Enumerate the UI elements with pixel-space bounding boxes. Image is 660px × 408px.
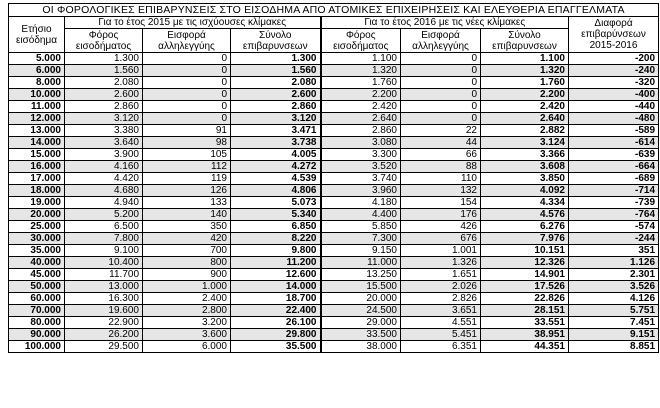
cell-tot16: 3.608 bbox=[481, 161, 569, 173]
cell-sol16: 1.651 bbox=[401, 269, 481, 281]
cell-tot15: 14.000 bbox=[231, 281, 321, 293]
cell-tot16: 2.640 bbox=[481, 113, 569, 125]
cell-income: 30.000 bbox=[9, 233, 65, 245]
tax-2016-header-line2: εισοδήματος bbox=[333, 40, 389, 52]
cell-tot15: 6.850 bbox=[231, 221, 321, 233]
table-row bbox=[9, 317, 659, 329]
cell-sol15: 1.000 bbox=[143, 281, 231, 293]
cell-tot16: 4.092 bbox=[481, 185, 569, 197]
cell-diff: 351 bbox=[569, 245, 659, 257]
table-row bbox=[9, 101, 659, 113]
cell-diff: -440 bbox=[569, 101, 659, 113]
table-row bbox=[9, 77, 659, 89]
table-row bbox=[9, 221, 659, 233]
table-row bbox=[9, 209, 659, 221]
table-row bbox=[9, 305, 659, 317]
cell-tot16: 2.882 bbox=[481, 125, 569, 137]
cell-diff: 8.851 bbox=[569, 341, 659, 353]
cell-tot16: 2.200 bbox=[481, 89, 569, 101]
cell-tax15: 19.600 bbox=[65, 305, 143, 317]
cell-tax16: 2.420 bbox=[321, 101, 401, 113]
cell-tot16: 4.576 bbox=[481, 209, 569, 221]
cell-tot16: 3.366 bbox=[481, 149, 569, 161]
cell-income: 17.000 bbox=[9, 173, 65, 185]
solidarity-2016-header-line1: Εισφορά bbox=[421, 29, 460, 41]
cell-tot15: 3.120 bbox=[231, 113, 321, 125]
cell-income: 60.000 bbox=[9, 293, 65, 305]
cell-income: 15.000 bbox=[9, 149, 65, 161]
cell-sol15: 6.000 bbox=[143, 341, 231, 353]
cell-tot16: 3.124 bbox=[481, 137, 569, 149]
table-row bbox=[9, 329, 659, 341]
cell-sol15: 140 bbox=[143, 209, 231, 221]
table-row bbox=[9, 173, 659, 185]
cell-tax15: 22.900 bbox=[65, 317, 143, 329]
cell-tot16: 38.951 bbox=[481, 329, 569, 341]
cell-diff: -639 bbox=[569, 149, 659, 161]
total-2016-header bbox=[481, 29, 569, 53]
solidarity-2015-header-line1: Εισφορά bbox=[167, 29, 206, 41]
cell-diff: -400 bbox=[569, 89, 659, 101]
table-row bbox=[9, 53, 659, 65]
cell-tot15: 5.340 bbox=[231, 209, 321, 221]
cell-tot15: 4.005 bbox=[231, 149, 321, 161]
cell-tax16: 38.000 bbox=[321, 341, 401, 353]
cell-tot15: 2.080 bbox=[231, 77, 321, 89]
cell-tax16: 4.180 bbox=[321, 197, 401, 209]
cell-tax15: 9.100 bbox=[65, 245, 143, 257]
cell-tax16: 7.300 bbox=[321, 233, 401, 245]
cell-sol16: 6.351 bbox=[401, 341, 481, 353]
cell-income: 25.000 bbox=[9, 221, 65, 233]
cell-diff: -614 bbox=[569, 137, 659, 149]
cell-sol16: 154 bbox=[401, 197, 481, 209]
cell-tot16: 3.850 bbox=[481, 173, 569, 185]
cell-sol16: 676 bbox=[401, 233, 481, 245]
cell-tax16: 2.860 bbox=[321, 125, 401, 137]
cell-diff: -200 bbox=[569, 53, 659, 65]
cell-tax15: 29.500 bbox=[65, 341, 143, 353]
cell-sol15: 112 bbox=[143, 161, 231, 173]
cell-income: 12.000 bbox=[9, 113, 65, 125]
cell-tax16: 3.520 bbox=[321, 161, 401, 173]
cell-sol15: 420 bbox=[143, 233, 231, 245]
cell-sol16: 1.001 bbox=[401, 245, 481, 257]
total-2015-header-line1: Σύνολο bbox=[259, 29, 292, 41]
tax-table bbox=[8, 3, 659, 353]
table-row bbox=[9, 293, 659, 305]
cell-tot16: 1.320 bbox=[481, 65, 569, 77]
diff-header-line1: Διαφορά bbox=[594, 18, 633, 29]
cell-sol16: 5.451 bbox=[401, 329, 481, 341]
cell-sol16: 176 bbox=[401, 209, 481, 221]
cell-tax15: 4.680 bbox=[65, 185, 143, 197]
cell-diff: -320 bbox=[569, 77, 659, 89]
cell-diff: -240 bbox=[569, 65, 659, 77]
cell-tot15: 1.300 bbox=[231, 53, 321, 65]
cell-income: 14.000 bbox=[9, 137, 65, 149]
cell-income: 16.000 bbox=[9, 161, 65, 173]
cell-diff: -714 bbox=[569, 185, 659, 197]
cell-sol16: 0 bbox=[401, 113, 481, 125]
cell-tot15: 2.860 bbox=[231, 101, 321, 113]
cell-diff: -739 bbox=[569, 197, 659, 209]
total-2016-header-line1: Σύνολο bbox=[508, 29, 541, 41]
cell-tot16: 4.334 bbox=[481, 197, 569, 209]
cell-tax15: 4.940 bbox=[65, 197, 143, 209]
cell-tax15: 2.860 bbox=[65, 101, 143, 113]
cell-tax16: 2.640 bbox=[321, 113, 401, 125]
cell-tax16: 15.500 bbox=[321, 281, 401, 293]
cell-sol16: 426 bbox=[401, 221, 481, 233]
cell-sol16: 0 bbox=[401, 53, 481, 65]
cell-diff: -574 bbox=[569, 221, 659, 233]
table-row bbox=[9, 245, 659, 257]
table-row bbox=[9, 281, 659, 293]
cell-tax15: 2.080 bbox=[65, 77, 143, 89]
table-body bbox=[9, 53, 659, 353]
cell-diff: 4.126 bbox=[569, 293, 659, 305]
cell-income: 19.000 bbox=[9, 197, 65, 209]
table-row bbox=[9, 125, 659, 137]
cell-tax16: 20.000 bbox=[321, 293, 401, 305]
table-row bbox=[9, 137, 659, 149]
table-row bbox=[9, 341, 659, 353]
cell-diff: 7.451 bbox=[569, 317, 659, 329]
cell-sol16: 1.326 bbox=[401, 257, 481, 269]
cell-income: 90.000 bbox=[9, 329, 65, 341]
cell-tax15: 2.600 bbox=[65, 89, 143, 101]
cell-tot15: 5.073 bbox=[231, 197, 321, 209]
cell-income: 20.000 bbox=[9, 209, 65, 221]
cell-tot15: 11.200 bbox=[231, 257, 321, 269]
cell-sol16: 4.551 bbox=[401, 317, 481, 329]
cell-tot16: 12.326 bbox=[481, 257, 569, 269]
cell-tax16: 24.500 bbox=[321, 305, 401, 317]
cell-tot15: 1.560 bbox=[231, 65, 321, 77]
cell-tax16: 5.850 bbox=[321, 221, 401, 233]
tax-2015-header bbox=[65, 29, 143, 53]
cell-tot15: 3.738 bbox=[231, 137, 321, 149]
cell-tot15: 35.500 bbox=[231, 341, 321, 353]
income-header-line2: εισόδημα bbox=[15, 34, 58, 46]
cell-sol16: 2.026 bbox=[401, 281, 481, 293]
cell-tax15: 3.640 bbox=[65, 137, 143, 149]
cell-sol16: 0 bbox=[401, 101, 481, 113]
cell-tax15: 13.000 bbox=[65, 281, 143, 293]
cell-tax16: 1.100 bbox=[321, 53, 401, 65]
cell-tot15: 3.471 bbox=[231, 125, 321, 137]
cell-tot15: 4.806 bbox=[231, 185, 321, 197]
cell-income: 13.000 bbox=[9, 125, 65, 137]
cell-tax16: 33.500 bbox=[321, 329, 401, 341]
cell-sol15: 126 bbox=[143, 185, 231, 197]
cell-diff: -764 bbox=[569, 209, 659, 221]
cell-sol16: 44 bbox=[401, 137, 481, 149]
cell-tot16: 1.100 bbox=[481, 53, 569, 65]
table-row bbox=[9, 269, 659, 281]
table-row bbox=[9, 149, 659, 161]
income-header-line1: Ετήσιο bbox=[21, 23, 52, 35]
total-2016-header-line2: επιβαρυνσεων bbox=[492, 40, 557, 52]
cell-income: 6.000 bbox=[9, 65, 65, 77]
cell-tax15: 16.300 bbox=[65, 293, 143, 305]
cell-income: 11.000 bbox=[9, 101, 65, 113]
cell-tot15: 18.700 bbox=[231, 293, 321, 305]
cell-sol16: 132 bbox=[401, 185, 481, 197]
cell-income: 50.000 bbox=[9, 281, 65, 293]
cell-sol15: 2.800 bbox=[143, 305, 231, 317]
cell-income: 35.000 bbox=[9, 245, 65, 257]
cell-income: 5.000 bbox=[9, 53, 65, 65]
cell-tot15: 9.800 bbox=[231, 245, 321, 257]
cell-sol16: 66 bbox=[401, 149, 481, 161]
cell-tot15: 12.600 bbox=[231, 269, 321, 281]
cell-sol16: 22 bbox=[401, 125, 481, 137]
table-row bbox=[9, 113, 659, 125]
solidarity-2015-header-line2: αλληλεγγύης bbox=[158, 40, 215, 52]
cell-sol16: 0 bbox=[401, 89, 481, 101]
cell-diff: 5.751 bbox=[569, 305, 659, 317]
cell-tax15: 3.900 bbox=[65, 149, 143, 161]
cell-tot15: 22.400 bbox=[231, 305, 321, 317]
cell-sol15: 700 bbox=[143, 245, 231, 257]
cell-tax16: 3.740 bbox=[321, 173, 401, 185]
cell-tax16: 2.200 bbox=[321, 89, 401, 101]
cell-tot16: 28.151 bbox=[481, 305, 569, 317]
total-2015-header-line2: επιβαρυνσεων bbox=[242, 40, 308, 52]
table-row bbox=[9, 65, 659, 77]
diff-header-line2: επιβαρύνσεων bbox=[581, 29, 646, 40]
cell-tax15: 4.160 bbox=[65, 161, 143, 173]
cell-tax15: 3.380 bbox=[65, 125, 143, 137]
table-row bbox=[9, 161, 659, 173]
cell-sol15: 0 bbox=[143, 101, 231, 113]
cell-sol15: 91 bbox=[143, 125, 231, 137]
cell-diff: 9.151 bbox=[569, 329, 659, 341]
cell-tot15: 26.100 bbox=[231, 317, 321, 329]
cell-tax15: 6.500 bbox=[65, 221, 143, 233]
cell-tot16: 22.826 bbox=[481, 293, 569, 305]
cell-tot16: 33.551 bbox=[481, 317, 569, 329]
cell-sol16: 2.826 bbox=[401, 293, 481, 305]
cell-tot16: 17.526 bbox=[481, 281, 569, 293]
cell-diff: -589 bbox=[569, 125, 659, 137]
cell-tot16: 44.351 bbox=[481, 341, 569, 353]
cell-tot16: 2.420 bbox=[481, 101, 569, 113]
tax-2015-header-line2: εισοδήματος bbox=[75, 40, 132, 52]
cell-tax15: 10.400 bbox=[65, 257, 143, 269]
cell-sol15: 2.400 bbox=[143, 293, 231, 305]
cell-diff: -244 bbox=[569, 233, 659, 245]
cell-sol15: 0 bbox=[143, 113, 231, 125]
cell-income: 10.000 bbox=[9, 89, 65, 101]
tax-comparison-sheet bbox=[8, 3, 658, 353]
table-row bbox=[9, 257, 659, 269]
solidarity-2015-header bbox=[143, 29, 231, 53]
cell-diff: -664 bbox=[569, 161, 659, 173]
cell-tax16: 3.080 bbox=[321, 137, 401, 149]
cell-diff: 2.301 bbox=[569, 269, 659, 281]
cell-diff: 1.126 bbox=[569, 257, 659, 269]
cell-tax15: 3.120 bbox=[65, 113, 143, 125]
cell-income: 18.000 bbox=[9, 185, 65, 197]
cell-income: 45.000 bbox=[9, 269, 65, 281]
tax-2015-header-line1: Φόρος bbox=[88, 29, 119, 41]
cell-sol16: 3.651 bbox=[401, 305, 481, 317]
cell-sol15: 119 bbox=[143, 173, 231, 185]
cell-income: 70.000 bbox=[9, 305, 65, 317]
cell-sol15: 0 bbox=[143, 77, 231, 89]
cell-tax16: 11.000 bbox=[321, 257, 401, 269]
cell-sol15: 0 bbox=[143, 65, 231, 77]
cell-diff: -480 bbox=[569, 113, 659, 125]
cell-tax15: 4.420 bbox=[65, 173, 143, 185]
cell-tax15: 7.800 bbox=[65, 233, 143, 245]
table-row bbox=[9, 185, 659, 197]
cell-tax15: 5.200 bbox=[65, 209, 143, 221]
cell-tax16: 1.320 bbox=[321, 65, 401, 77]
cell-tot15: 29.800 bbox=[231, 329, 321, 341]
cell-tot16: 6.276 bbox=[481, 221, 569, 233]
tax-2016-header-line1: Φόρος bbox=[345, 29, 376, 41]
cell-sol15: 133 bbox=[143, 197, 231, 209]
cell-income: 80.000 bbox=[9, 317, 65, 329]
cell-sol16: 88 bbox=[401, 161, 481, 173]
cell-tax16: 4.400 bbox=[321, 209, 401, 221]
cell-tot15: 4.272 bbox=[231, 161, 321, 173]
cell-income: 8.000 bbox=[9, 77, 65, 89]
cell-sol15: 350 bbox=[143, 221, 231, 233]
tax-2016-header bbox=[321, 29, 401, 53]
cell-income: 40.000 bbox=[9, 257, 65, 269]
cell-diff: -689 bbox=[569, 173, 659, 185]
cell-tax15: 1.300 bbox=[65, 53, 143, 65]
cell-sol15: 800 bbox=[143, 257, 231, 269]
cell-sol16: 0 bbox=[401, 77, 481, 89]
cell-tax15: 1.560 bbox=[65, 65, 143, 77]
table-row bbox=[9, 197, 659, 209]
cell-sol15: 105 bbox=[143, 149, 231, 161]
cell-tax16: 3.960 bbox=[321, 185, 401, 197]
group-2015-header: Για το έτος 2015 με τις ισχύουσες κλίμακες bbox=[65, 17, 321, 29]
cell-tax16: 9.150 bbox=[321, 245, 401, 257]
group-2016-header: Για το έτος 2016 με τις νέες κλίμακες bbox=[321, 17, 569, 29]
cell-tot16: 1.760 bbox=[481, 77, 569, 89]
diff-header bbox=[569, 17, 659, 53]
cell-sol16: 0 bbox=[401, 65, 481, 77]
diff-header-line3: 2015-2016 bbox=[589, 40, 638, 51]
cell-tax15: 11.700 bbox=[65, 269, 143, 281]
cell-tot15: 8.220 bbox=[231, 233, 321, 245]
table-title: ΟΙ ΦΟΡΟΛΟΓΙΚΕΣ ΕΠΙΒΑΡΥΝΣΕΙΣ ΣΤΟ ΕΙΣΟΔΗΜΑ ΑΠΟ ΑΤΟΜΙΚΕΣ ΕΠΙΧΕΙΡΗΣΕΙΣ ΚΑΙ ΕΛΕΥΘΕΡΙΑ ΕΠΑΓΓΕΛΜΑΤΑ bbox=[9, 4, 659, 17]
cell-sol15: 3.600 bbox=[143, 329, 231, 341]
cell-sol15: 900 bbox=[143, 269, 231, 281]
solidarity-2016-header bbox=[401, 29, 481, 53]
solidarity-2016-header-line2: αλληλεγγύης bbox=[412, 40, 469, 52]
cell-tax16: 29.000 bbox=[321, 317, 401, 329]
table-row bbox=[9, 233, 659, 245]
cell-tax16: 3.300 bbox=[321, 149, 401, 161]
cell-diff: 3.526 bbox=[569, 281, 659, 293]
cell-sol15: 0 bbox=[143, 53, 231, 65]
cell-sol15: 0 bbox=[143, 89, 231, 101]
cell-tot16: 10.151 bbox=[481, 245, 569, 257]
cell-sol15: 3.200 bbox=[143, 317, 231, 329]
cell-income: 100.000 bbox=[9, 341, 65, 353]
cell-tot15: 2.600 bbox=[231, 89, 321, 101]
income-header bbox=[9, 17, 65, 53]
cell-sol15: 98 bbox=[143, 137, 231, 149]
cell-tax16: 1.760 bbox=[321, 77, 401, 89]
cell-tot16: 14.901 bbox=[481, 269, 569, 281]
cell-sol16: 110 bbox=[401, 173, 481, 185]
cell-tax16: 13.250 bbox=[321, 269, 401, 281]
cell-tax15: 26.200 bbox=[65, 329, 143, 341]
total-2015-header bbox=[231, 29, 321, 53]
cell-tot15: 4.539 bbox=[231, 173, 321, 185]
table-row bbox=[9, 89, 659, 101]
cell-tot16: 7.976 bbox=[481, 233, 569, 245]
